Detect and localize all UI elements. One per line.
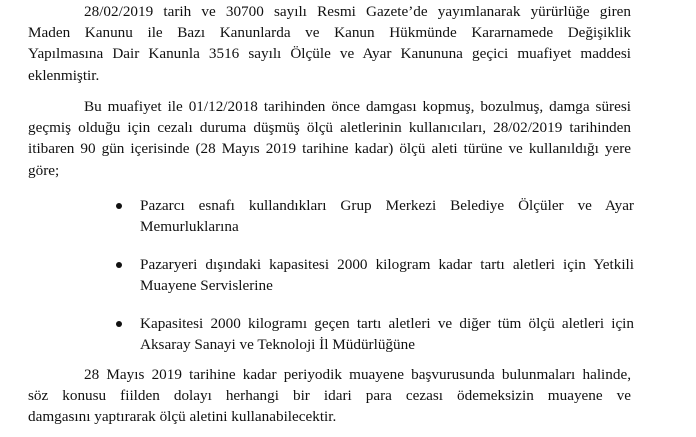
text-line: Pazarcı esnafı kullandıkları Grup Merkezi Belediye Ölçüler ve Ayar: [140, 197, 634, 214]
list-item-text: [140, 254, 634, 296]
text-line: Yapılmasına Dair Kanunla 3516 sayılı Ölçüle ve Ayar Kanununa geçici muafiyet maddesi: [28, 45, 631, 63]
paragraph-law-amendment: [28, 1, 631, 86]
text-line: geçmiş olduğu için cezalı duruma düşmüş ölçü aletlerinin kullanıcıları, 28/02/2019 tarihinden: [28, 119, 631, 137]
bullet-icon: [116, 321, 122, 327]
text-line: 28/02/2019 tarih ve 30700 sayılı Resmi Gazete’de yayımlanarak yürürlüğe giren: [84, 3, 631, 20]
text-line: Muayene Servislerine: [140, 277, 273, 295]
text-line: göre;: [28, 161, 60, 179]
text-line: 28 Mayıs 2019 tarihine kadar periyodik muayene başvurusunda bulunmaları halinde,: [84, 366, 631, 383]
text-line: Aksaray Sanayi ve Teknoloji İl Müdürlüğüne: [140, 336, 415, 354]
text-line: damgasını yaptırarak ölçü aletini kullanabilecektir.: [28, 408, 337, 426]
list-item-text: [140, 313, 634, 355]
text-line: itibaren 90 gün içerisinde (28 Mayıs 2019 tarihine kadar) ölçü aleti türüne ve kullanıldığı yere: [28, 140, 631, 158]
text-line: eklenmiştir.: [28, 66, 100, 84]
text-line: Kapasitesi 2000 kilogramı geçen tartı aletleri ve diğer tüm ölçü aletleri için: [140, 315, 634, 332]
paragraph-conclusion: [28, 364, 631, 428]
bullet-icon: [116, 203, 122, 209]
bullet-icon: [116, 262, 122, 268]
text-line: Bu muafiyet ile 01/12/2018 tarihinden önce damgası kopmuş, bozulmuş, damga süresi: [84, 98, 631, 115]
text-line: Maden Kanunu ile Bazı Kanunlarda ve Kanun Hükmünde Kararnamede Değişiklik: [28, 24, 631, 42]
list-item-text: [140, 195, 634, 237]
text-line: Pazaryeri dışındaki kapasitesi 2000 kilogram kadar tartı aletleri için Yetkili: [140, 256, 634, 273]
text-line: Memurluklarına: [140, 218, 239, 236]
text-line: söz konusu fiilden dolayı herhangi bir idari para cezası ödemeksizin muayene ve: [28, 387, 631, 405]
paragraph-exemption: [28, 96, 631, 181]
